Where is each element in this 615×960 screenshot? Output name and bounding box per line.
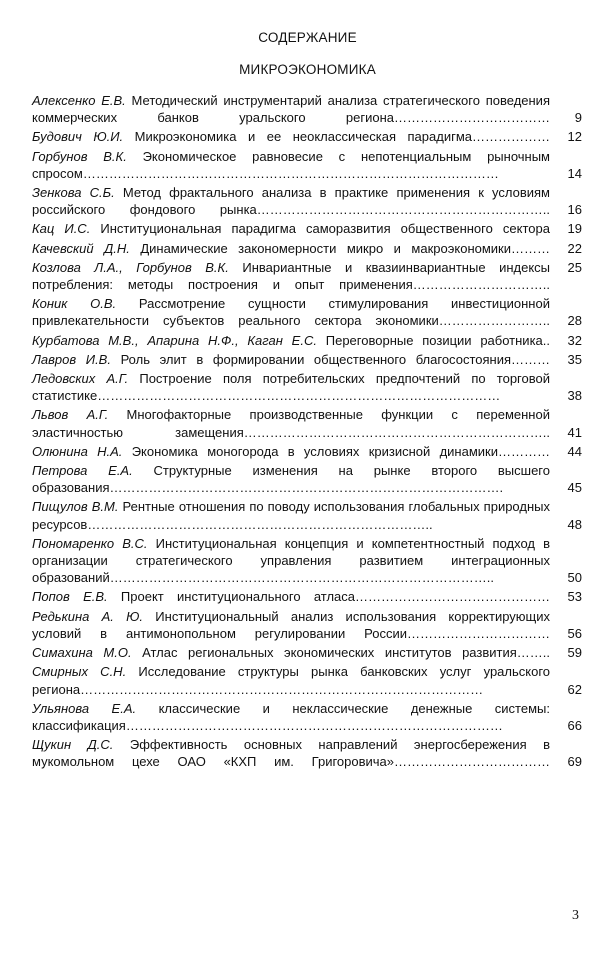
toc-entry-title: Атлас региональных экономических институтов развития……..: [131, 645, 550, 661]
toc-entry-author: Алексенко Е.В.: [32, 93, 126, 108]
toc-entry: [32, 370, 582, 404]
toc-entry-author: Ледовских А.Г.: [32, 371, 129, 387]
toc-entry: [32, 92, 582, 126]
toc-entry-description: [32, 295, 550, 329]
toc-entry-description: [32, 184, 550, 218]
toc-entry-page: 32: [567, 332, 582, 348]
toc-entry-description: [32, 240, 550, 257]
toc-entry: [32, 240, 582, 257]
toc-entry-title: Построение поля потребительских предпочтений по торговой статистике…………………………………………………………………………………: [32, 371, 550, 404]
toc-entry: [32, 220, 582, 237]
toc-entry-title: Структурные изменения на рынке второго высшего образования……………………………………………………………………………….: [32, 463, 550, 496]
toc-entry: [32, 644, 582, 661]
toc-entry-description: [32, 128, 550, 145]
toc-entry-author: Зенкова С.Б.: [32, 185, 115, 201]
toc-entry-description: [32, 608, 550, 642]
toc-entry-author: Коник О.В.: [32, 296, 117, 312]
toc-entry-description: [32, 462, 550, 496]
toc-entry-page: 66: [567, 717, 582, 733]
toc-entry-page: 16: [567, 202, 582, 218]
toc-entry-title: Институциональная концепция и компетентностный подход в организации стратегического управления развитием интеграционных образований……………………………………………………………………………..: [32, 535, 550, 586]
toc-entry-author: Будович Ю.И.: [32, 129, 124, 145]
toc-entry-author: Попов Е.В.: [32, 589, 108, 605]
toc-entry-description: [32, 663, 550, 697]
toc-entry: [32, 259, 582, 293]
toc-entry-author: Козлова Л.А., Горбунов В.К.: [32, 259, 229, 275]
toc-entry-title: Институциональная парадигма саморазвития общественного сектора: [90, 221, 550, 237]
toc-entry-description: [32, 406, 550, 440]
toc-entry-page: 56: [567, 625, 582, 641]
toc-entry: [32, 406, 582, 440]
toc-entry-author: Лавров И.В.: [32, 351, 111, 367]
toc-entry: [32, 608, 582, 642]
toc-entry-author: Щукин Д.С.: [32, 737, 114, 753]
toc-entry-page: 19: [567, 221, 582, 237]
toc-entry-author: Пищулов В.М.: [32, 499, 119, 515]
toc-entry-description: [32, 92, 550, 126]
toc-entry-page: 38: [567, 388, 582, 404]
toc-entry-description: [32, 259, 550, 293]
toc-entry-title: Институциональный анализ использования корректирующих условий в антимонопольном регулировании России……………………………: [32, 608, 551, 641]
toc-entry-description: [32, 588, 550, 605]
toc-entry-page: 12: [567, 129, 582, 145]
toc-entry: [32, 351, 582, 368]
toc-entry-page: 28: [567, 313, 582, 329]
toc-entry-page: 9: [574, 110, 582, 126]
toc-entry-title: классические и неклассические денежные системы: классификация……………………………………………………………………………: [32, 700, 550, 733]
section-title: МИКРОЭКОНОМИКА: [239, 62, 376, 77]
toc-entry-description: [32, 700, 550, 734]
table-of-contents: [32, 92, 582, 773]
toc-entry: [32, 736, 582, 770]
toc-entry-page: 45: [567, 480, 582, 496]
toc-entry: [32, 663, 582, 697]
toc-entry-title: Методический инструментарий анализа стратегического поведения коммерческих банков уральского региона………………………………: [32, 93, 550, 126]
toc-entry-author: Кац И.С.: [32, 221, 91, 237]
toc-entry: [32, 332, 582, 349]
toc-entry-title: Рассмотрение сущности стимулирования инвестиционной привлекательности субъектов реального сектора экономики……………………..: [32, 296, 550, 329]
toc-entry-description: [32, 535, 550, 587]
toc-entry-description: [32, 443, 550, 460]
toc-entry-title: Роль элит в формировании общественного благосостояния………: [110, 351, 550, 367]
toc-entry-page: 53: [567, 589, 582, 605]
toc-entry: [32, 588, 582, 605]
toc-entry-page: 69: [567, 754, 582, 770]
toc-entry-author: Симахина М.О.: [32, 645, 132, 661]
toc-entry: [32, 443, 582, 460]
toc-entry-author: Редькина А. Ю.: [32, 608, 144, 624]
toc-entry-page: 62: [567, 681, 582, 697]
toc-entry-title: Исследование структуры рынка банковских услуг уральского региона…………………………………………………………………………………: [32, 664, 551, 697]
toc-entry-author: Олюнина Н.А.: [32, 443, 123, 459]
page-number: 3: [572, 908, 579, 923]
toc-entry-title: Эффективность основных направлений энергосбережения в мукомольном цехе ОАО «КХП им. Григоровича»………………………………: [32, 737, 550, 770]
toc-entry-description: [32, 498, 550, 532]
toc-entry-page: 59: [567, 645, 582, 661]
toc-entry: [32, 295, 582, 329]
toc-entry-description: [32, 736, 550, 770]
toc-entry: [32, 498, 582, 532]
toc-entry-page: 41: [567, 424, 582, 440]
toc-entry: [32, 700, 582, 734]
toc-entry-title: Микроэкономика и ее неоклассическая парадигма………………: [123, 129, 550, 145]
toc-entry-description: [32, 220, 550, 237]
toc-entry-author: Качевский Д.Н.: [32, 240, 130, 256]
toc-entry-page: 44: [567, 443, 582, 459]
contents-title: СОДЕРЖАНИЕ: [258, 30, 357, 45]
toc-entry-page: 22: [567, 240, 582, 256]
toc-entry-description: [32, 351, 550, 368]
toc-entry-author: Курбатова М.В., Апарина Н.Ф., Каган Е.С.: [32, 332, 317, 348]
toc-entry-author: Львов А.Г.: [32, 407, 109, 423]
toc-entry: [32, 184, 582, 218]
toc-entry-author: Смирных С.Н.: [32, 664, 127, 680]
toc-entry-page: 14: [567, 165, 582, 181]
toc-entry-author: Ульянова Е.А.: [32, 700, 137, 716]
toc-entry-page: 50: [567, 570, 582, 586]
toc-entry-author: Горбунов В.К.: [32, 148, 127, 164]
toc-entry-description: [32, 644, 550, 661]
toc-entry-title: Экономическое равновесие с непотенциальным рыночным спросом……………………………………………………………………………………: [32, 148, 550, 181]
toc-entry-title: Переговорные позиции работника..: [316, 332, 550, 348]
toc-entry-author: Пономаренко В.С.: [32, 535, 148, 551]
toc-entry: [32, 148, 582, 182]
toc-entry-title: Динамические закономерности микро и макроэкономики………: [129, 240, 550, 256]
toc-entry: [32, 535, 582, 587]
toc-entry-description: [32, 370, 550, 404]
toc-entry-author: Петрова Е.А.: [32, 463, 133, 479]
toc-entry-description: [32, 148, 550, 182]
toc-entry-title: Рентные отношения по поводу использования глобальных природных ресурсов……………………………………………………………………..: [32, 499, 550, 532]
toc-entry-title: Метод фрактального анализа в практике применения к условиям российского фондового рынка…………………………………………………………..: [32, 185, 550, 218]
toc-entry-page: 48: [567, 516, 582, 532]
toc-entry: [32, 462, 582, 496]
toc-entry-page: 25: [567, 260, 582, 276]
toc-entry-title: Многофакторные производственные функции с переменной эластичностью замещения……………………………………………………………..: [32, 407, 550, 440]
toc-entry-title: Экономика моногорода в условиях кризисной динамики…………: [122, 443, 550, 459]
toc-entry-title: Проект институционального атласа………………………………………: [107, 589, 550, 605]
toc-entry-page: 35: [567, 351, 582, 367]
toc-entry: [32, 128, 582, 145]
toc-entry-description: [32, 332, 550, 349]
toc-entry-title: Инвариантные и квазиинвариантные индексы потребления: методы построения и опыт применения…………………………..: [32, 259, 551, 293]
